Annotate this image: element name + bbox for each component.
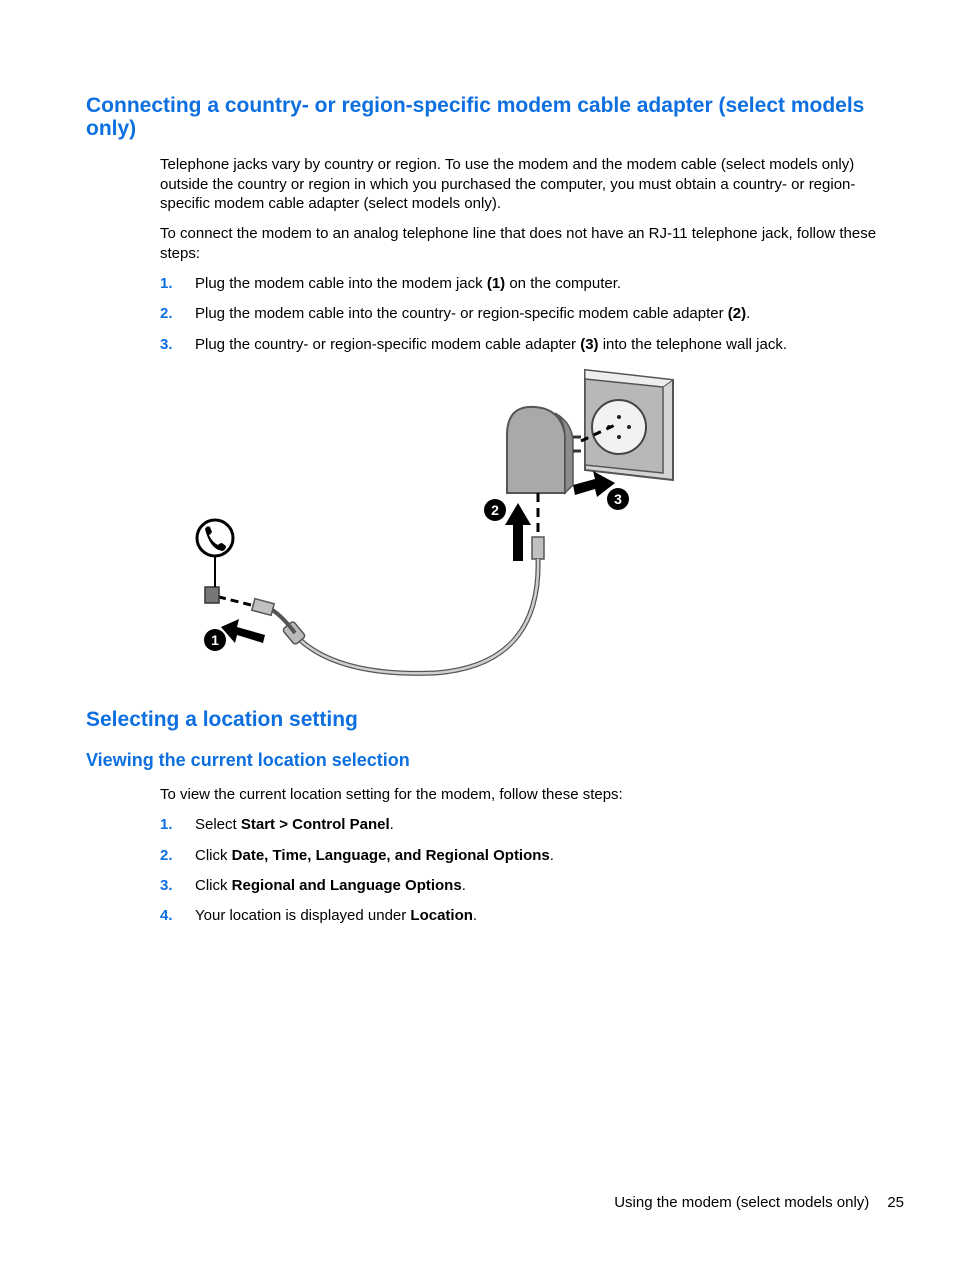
step-number: 1. (160, 275, 173, 292)
arrow-up-icon (505, 503, 531, 561)
step-text: Select Start > Control Panel. (195, 816, 394, 833)
footer-title: Using the modem (select models only) (614, 1194, 870, 1211)
step-text: Plug the modem cable into the modem jack (1) on the computer. (195, 275, 622, 292)
phone-icon (197, 520, 233, 556)
section-heading: Selecting a location setting (86, 708, 358, 731)
instructions-paragraph: To connect the modem to an analog telephone line that does not have an RJ-11 telephone jack, follow these steps: (160, 225, 877, 262)
modem-jack-icon (205, 587, 219, 603)
callout-2 (484, 499, 506, 521)
arrow-left-icon (221, 619, 265, 643)
page-footer (614, 1193, 904, 1212)
step-text: Click Regional and Language Options. (195, 877, 466, 894)
modem-adapter-illustration (185, 365, 685, 685)
svg-text:1: 1 (211, 632, 219, 648)
callout-1 (204, 629, 226, 651)
step-text: Your location is displayed under Location. (195, 907, 478, 924)
step-number: 3. (160, 877, 173, 894)
callout-3 (607, 488, 629, 510)
arrow-right-icon (573, 471, 615, 497)
section-heading: Connecting a country- or region-specific modem cable adapter (select models only) (86, 94, 865, 140)
step-text: Plug the country- or region-specific modem cable adapter (3) into the telephone wall jack. (195, 336, 787, 353)
svg-text:2: 2 (491, 502, 499, 518)
step-number: 3. (160, 336, 173, 353)
cable-adapter-icon (507, 407, 581, 493)
step-number: 4. (160, 907, 173, 924)
step-text: Plug the modem cable into the country- or region-specific modem cable adapter (2). (195, 305, 751, 322)
step-number: 1. (160, 816, 173, 833)
page-number: 25 (887, 1194, 904, 1211)
svg-text:3: 3 (614, 491, 622, 507)
step-text: Click Date, Time, Language, and Regional Options. (195, 847, 554, 864)
step-number: 2. (160, 847, 173, 864)
intro-paragraph: Telephone jacks vary by country or region. To use the modem and the modem cable (select models only) outside the country or region in which you purchased the computer, you must obtain a country- or region-specific modem cable adapter (select models only). (160, 156, 856, 212)
intro-paragraph: To view the current location setting for the modem, follow these steps: (160, 786, 623, 803)
subsection-heading: Viewing the current location selection (86, 750, 410, 770)
step-number: 2. (160, 305, 173, 322)
wall-jack-icon (585, 370, 673, 480)
